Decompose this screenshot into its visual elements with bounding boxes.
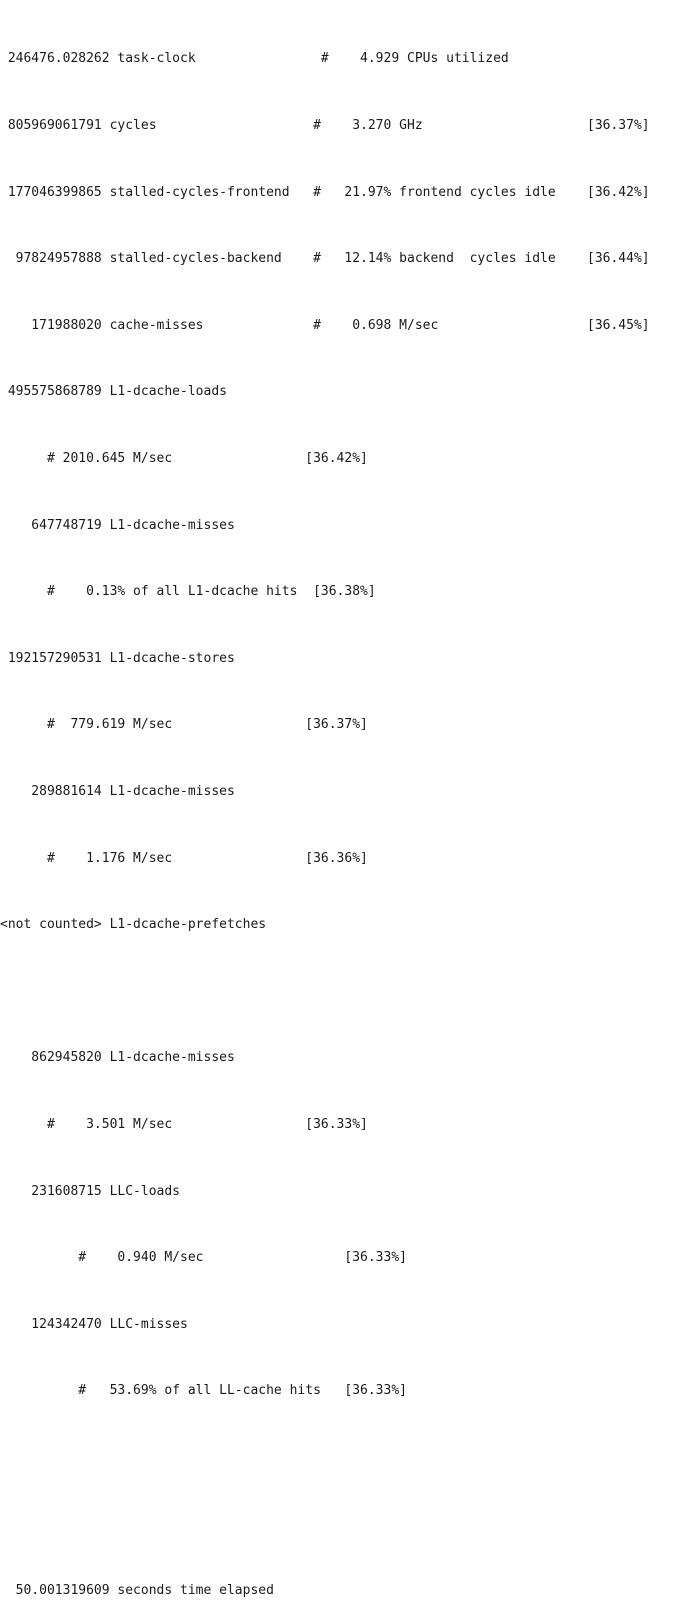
output-line: 124342470 LLC-misses [0, 1316, 188, 1332]
output-line: 231608715 LLC-loads [0, 1183, 181, 1199]
output-line: # 0.940 M/sec [36.33%] [0, 1250, 407, 1266]
output-line: 177046399865 stalled-cycles-frontend # 21.97% frontend cycles idle [36.42%] [0, 184, 650, 200]
output-line: 289881614 L1-dcache-misses [0, 783, 235, 799]
output-line: 97824957888 stalled-cycles-backend # 12.14% backend cycles idle [36.44%] [0, 251, 650, 267]
output-line: 171988020 cache-misses # 0.698 M/sec [36.45%] [0, 317, 650, 333]
output-line: # 2010.645 M/sec [36.42%] [0, 450, 368, 466]
output-line-blank [0, 1447, 676, 1469]
output-line: # 53.69% of all LL-cache hits [36.33%] [0, 1383, 407, 1399]
output-line: 862945820 L1-dcache-misses [0, 1050, 235, 1066]
output-line: <not counted> L1-dcache-prefetches [0, 917, 267, 933]
output-line: # 0.13% of all L1-dcache hits [36.38%] [0, 584, 376, 600]
output-line: 495575868789 L1-dcache-loads [0, 384, 227, 400]
output-line: # 1.176 M/sec [36.36%] [0, 850, 368, 866]
output-line: 647748719 L1-dcache-misses [0, 517, 235, 533]
output-line: 246476.028262 task-clock # 4.929 CPUs utilized [0, 51, 509, 67]
output-line: 805969061791 cycles # 3.270 GHz [36.37%] [0, 118, 650, 133]
output-line-blank [0, 1513, 676, 1535]
output-line-blank [0, 981, 676, 1003]
output-line: 50.001319609 seconds time elapsed [0, 1583, 274, 1599]
output-line: 192157290531 L1-dcache-stores [0, 650, 235, 666]
output-line: # 779.619 M/sec [36.37%] [0, 717, 368, 733]
output-line: # 3.501 M/sec [36.33%] [0, 1116, 368, 1132]
